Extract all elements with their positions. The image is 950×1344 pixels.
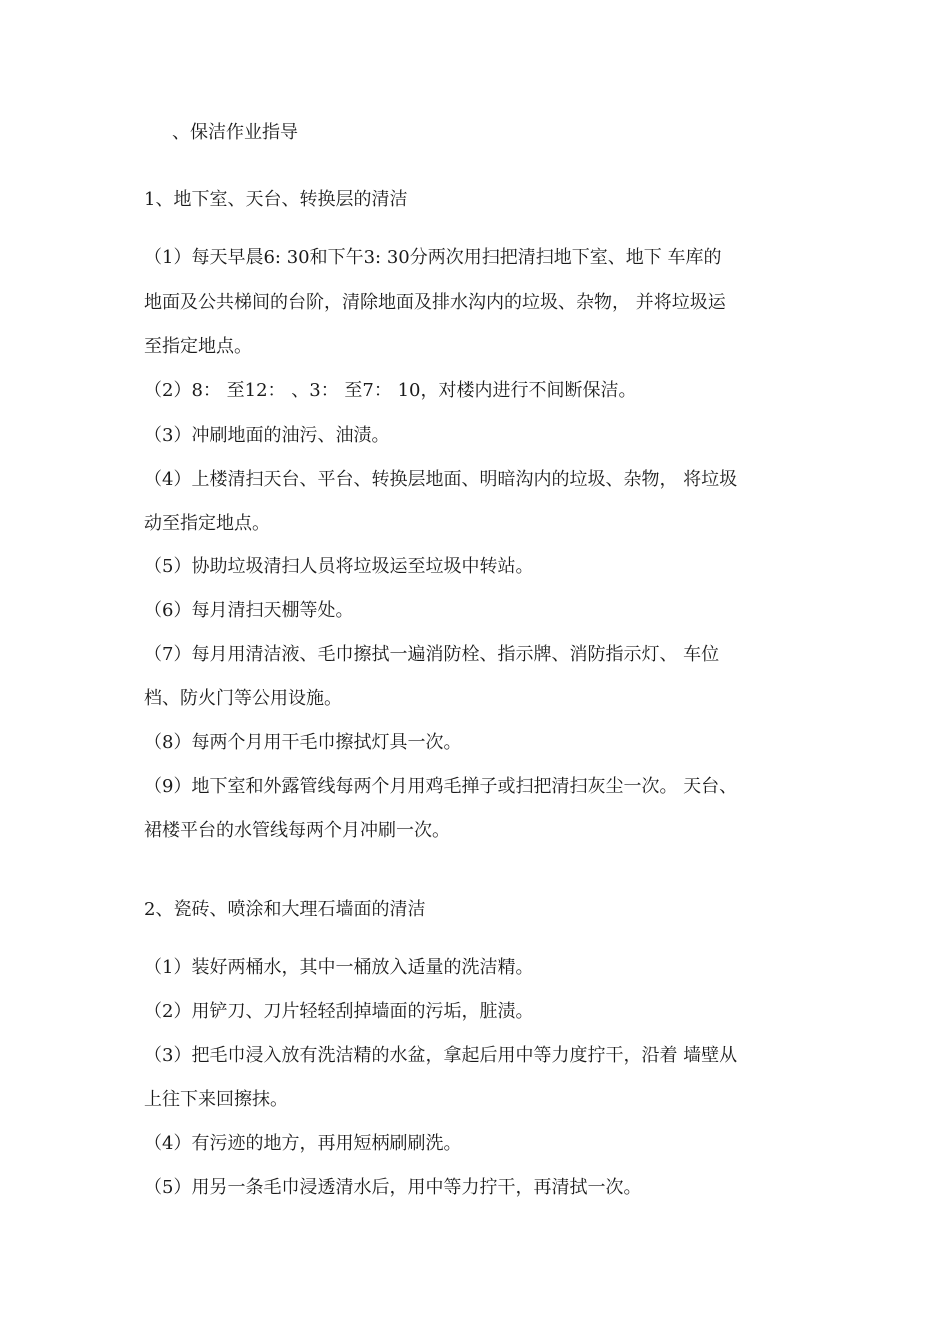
- document-title: 、保洁作业指导: [172, 122, 298, 143]
- section-2-line: （2）用铲刀、刀片轻轻刮掉墙面的污垢，脏渍。: [144, 1001, 534, 1022]
- section-1-line: （6）每月清扫天棚等处。: [144, 600, 354, 621]
- section-1-line: 档、防火门等公用设施。: [144, 688, 342, 709]
- section-1-line: （9）地下室和外露管线每两个月用鸡毛掸子或扫把清扫灰尘一次。 天台、: [144, 776, 738, 797]
- section-2-line: （5）用另一条毛巾浸透清水后，用中等力拧干，再清拭一次。: [144, 1177, 642, 1198]
- section-1-line: 动至指定地点。: [144, 513, 270, 534]
- section-1-line: （4）上楼清扫天台、平台、转换层地面、明暗沟内的垃圾、杂物， 将垃圾: [144, 469, 738, 490]
- section-1-line: 地面及公共梯间的台阶，清除地面及排水沟内的垃圾、杂物， 并将垃圾运: [144, 292, 726, 313]
- section-1-line: （3）冲刷地面的油污、油渍。: [144, 425, 390, 446]
- section-1-line: （7）每月用清洁液、毛巾擦拭一遍消防栓、指示牌、消防指示灯、 车位: [144, 644, 720, 665]
- section-1-heading: 1、地下室、天台、转换层的清洁: [144, 189, 408, 210]
- section-2-line: （3）把毛巾浸入放有洗洁精的水盆，拿起后用中等力度拧干，沿着 墙壁从: [144, 1045, 738, 1066]
- section-1-line: （1）每天早晨6: 30和下午3: 30分两次用扫把清扫地下室、地下 车库的: [144, 247, 722, 268]
- section-2-line: 上往下来回擦抹。: [144, 1089, 288, 1110]
- section-2-line: （1）装好两桶水，其中一桶放入适量的洗洁精。: [144, 957, 534, 978]
- section-1-line: 至指定地点。: [144, 336, 252, 357]
- section-1-line: 裙楼平台的水管线每两个月冲刷一次。: [144, 820, 450, 841]
- section-2-line: （4）有污迹的地方，再用短柄刷刷洗。: [144, 1133, 462, 1154]
- section-2-heading: 2、瓷砖、喷涂和大理石墙面的清洁: [144, 899, 426, 920]
- section-1-line: （8）每两个月用干毛巾擦拭灯具一次。: [144, 732, 462, 753]
- section-1-line: （5）协助垃圾清扫人员将垃圾运至垃圾中转站。: [144, 556, 534, 577]
- section-1-line: （2）8： 至12： 、3： 至7： 10，对楼内进行不间断保洁。: [144, 380, 637, 401]
